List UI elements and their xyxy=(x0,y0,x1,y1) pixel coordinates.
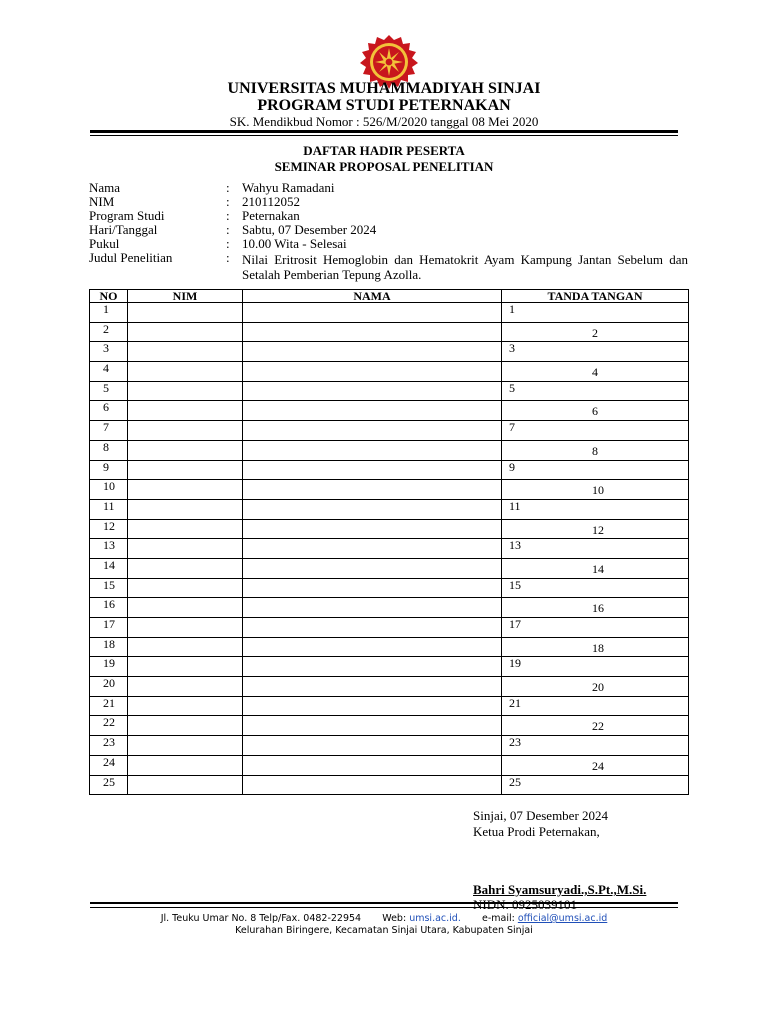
nim-cell[interactable] xyxy=(128,618,243,638)
signature-cell[interactable]: 19 xyxy=(502,657,689,677)
info-colon: : xyxy=(226,250,230,265)
table-row xyxy=(90,598,689,618)
signature-cell[interactable]: 3 xyxy=(502,342,689,362)
row-number-cell: 7 xyxy=(90,421,128,441)
nim-cell[interactable] xyxy=(128,342,243,362)
table-row xyxy=(90,736,689,756)
signature-cell[interactable]: 11 xyxy=(502,499,689,519)
table-row xyxy=(90,696,689,716)
nama-cell[interactable] xyxy=(243,657,502,677)
nama-cell[interactable] xyxy=(243,460,502,480)
nama-cell[interactable] xyxy=(243,519,502,539)
nim-cell[interactable] xyxy=(128,460,243,480)
nama-cell[interactable] xyxy=(243,362,502,382)
program-name: PROGRAM STUDI PETERNAKAN xyxy=(257,97,511,114)
row-number-cell: 10 xyxy=(90,480,128,500)
signature-cell[interactable]: 20 xyxy=(502,677,689,697)
table-row xyxy=(90,303,689,323)
table-row xyxy=(90,322,689,342)
signature-cell[interactable]: 8 xyxy=(502,440,689,460)
nim-cell[interactable] xyxy=(128,381,243,401)
row-number-cell: 25 xyxy=(90,775,128,795)
nim-cell[interactable] xyxy=(128,598,243,618)
info-row-pukul xyxy=(89,237,689,251)
nama-cell[interactable] xyxy=(243,637,502,657)
nama-cell[interactable] xyxy=(243,696,502,716)
table-row xyxy=(90,558,689,578)
info-label: Nama xyxy=(89,180,121,195)
signer-name: Bahri Syamsuryadi.,S.Pt.,M.Si. xyxy=(473,882,647,897)
table-row xyxy=(90,618,689,638)
nama-cell[interactable] xyxy=(243,499,502,519)
info-value: Sabtu, 07 Desember 2024 xyxy=(242,222,377,237)
university-name: UNIVERSITAS MUHAMMADIYAH SINJAI xyxy=(227,80,541,97)
nama-cell[interactable] xyxy=(243,598,502,618)
row-number-cell: 23 xyxy=(90,736,128,756)
footer-location: Kelurahan Biringere, Kecamatan Sinjai Utara, Kabupaten Sinjai xyxy=(235,925,533,936)
header-divider-thin xyxy=(90,135,678,136)
table-row xyxy=(90,421,689,441)
signature-cell[interactable]: 2 xyxy=(502,322,689,342)
footer-email-label: e-mail: xyxy=(481,913,515,924)
nama-cell[interactable] xyxy=(243,421,502,441)
info-label: Judul Penelitian xyxy=(89,250,173,265)
header-divider-thick xyxy=(90,130,678,133)
nim-cell[interactable] xyxy=(128,578,243,598)
info-colon: : xyxy=(226,208,230,223)
table-row xyxy=(90,755,689,775)
table-row xyxy=(90,342,689,362)
table-row xyxy=(90,460,689,480)
info-label: NIM xyxy=(89,194,115,209)
row-number-cell: 2 xyxy=(90,322,128,342)
row-number-cell: 15 xyxy=(90,578,128,598)
nama-cell[interactable] xyxy=(243,716,502,736)
column-header-nim: NIM xyxy=(128,290,243,303)
table-row xyxy=(90,362,689,382)
row-number-cell: 18 xyxy=(90,637,128,657)
info-row-nama xyxy=(89,181,689,195)
nim-cell[interactable] xyxy=(128,637,243,657)
info-row-judul xyxy=(89,251,689,281)
table-row xyxy=(90,677,689,697)
row-number-cell: 5 xyxy=(90,381,128,401)
signature-cell[interactable]: 23 xyxy=(502,736,689,756)
document-subtitle: SEMINAR PROPOSAL PENELITIAN xyxy=(274,159,494,174)
nim-cell[interactable] xyxy=(128,421,243,441)
nim-cell[interactable] xyxy=(128,657,243,677)
signature-cell[interactable]: 6 xyxy=(502,401,689,421)
signature-cell[interactable]: 4 xyxy=(502,362,689,382)
info-colon: : xyxy=(226,236,230,251)
signature-cell[interactable]: 5 xyxy=(502,381,689,401)
document-title: DAFTAR HADIR PESERTA xyxy=(303,143,465,158)
nim-cell[interactable] xyxy=(128,539,243,559)
footer-contact xyxy=(0,913,768,924)
info-value: Nilai Eritrosit Hemoglobin dan Hematokrit Ayam Kampung Jantan Sebelum dan Setalah Pemberian Tepung Azolla. xyxy=(242,252,688,282)
nama-cell[interactable] xyxy=(243,342,502,362)
nim-cell[interactable] xyxy=(128,480,243,500)
nama-cell[interactable] xyxy=(243,618,502,638)
signature-cell[interactable]: 22 xyxy=(502,716,689,736)
info-label: Hari/Tanggal xyxy=(89,222,158,237)
participant-info xyxy=(89,181,689,281)
row-number-cell: 12 xyxy=(90,519,128,539)
nim-cell[interactable] xyxy=(128,677,243,697)
footer-divider-thin xyxy=(90,907,678,908)
row-number-cell: 19 xyxy=(90,657,128,677)
footer-divider-thick xyxy=(90,902,678,904)
signature-cell[interactable]: 7 xyxy=(502,421,689,441)
info-value: 210112052 xyxy=(242,194,301,209)
nama-cell[interactable] xyxy=(243,677,502,697)
decree-line: SK. Mendikbud Nomor : 526/M/2020 tanggal 08 Mei 2020 xyxy=(229,114,539,129)
nim-cell[interactable] xyxy=(128,755,243,775)
nama-cell[interactable] xyxy=(243,775,502,795)
row-number-cell: 1 xyxy=(90,303,128,323)
nama-cell[interactable] xyxy=(243,736,502,756)
footer-web-link[interactable]: umsi.ac.id. xyxy=(409,913,461,924)
info-colon: : xyxy=(226,180,230,195)
table-row xyxy=(90,480,689,500)
row-number-cell: 21 xyxy=(90,696,128,716)
row-number-cell: 9 xyxy=(90,460,128,480)
table-row xyxy=(90,657,689,677)
nim-cell[interactable] xyxy=(128,696,243,716)
signature-cell[interactable]: 16 xyxy=(502,598,689,618)
footer-email-link[interactable]: official@umsi.ac.id xyxy=(517,913,608,924)
table-row xyxy=(90,637,689,657)
table-row xyxy=(90,716,689,736)
signature-cell[interactable]: 24 xyxy=(502,755,689,775)
table-row xyxy=(90,499,689,519)
signature-cell[interactable]: 18 xyxy=(502,637,689,657)
nama-cell[interactable] xyxy=(243,322,502,342)
table-row xyxy=(90,539,689,559)
row-number-cell: 4 xyxy=(90,362,128,382)
footer-address: Jl. Teuku Umar No. 8 Telp/Fax. 0482-22954 xyxy=(160,913,362,924)
row-number-cell: 11 xyxy=(90,499,128,519)
nim-cell[interactable] xyxy=(128,558,243,578)
table-row xyxy=(90,381,689,401)
info-value: 10.00 Wita - Selesai xyxy=(242,236,347,251)
nim-cell[interactable] xyxy=(128,519,243,539)
row-number-cell: 20 xyxy=(90,677,128,697)
row-number-cell: 8 xyxy=(90,440,128,460)
info-value: Peternakan xyxy=(242,208,300,223)
table-row xyxy=(90,401,689,421)
row-number-cell: 17 xyxy=(90,618,128,638)
info-label: Program Studi xyxy=(89,208,165,223)
nama-cell[interactable] xyxy=(243,558,502,578)
nim-cell[interactable] xyxy=(128,775,243,795)
row-number-cell: 3 xyxy=(90,342,128,362)
footer-web-label: Web: xyxy=(382,913,407,924)
signer-nidn: NIDN. 0925039101 xyxy=(473,897,577,912)
nama-cell[interactable] xyxy=(243,755,502,775)
row-number-cell: 13 xyxy=(90,539,128,559)
nama-cell[interactable] xyxy=(243,381,502,401)
nim-cell[interactable] xyxy=(128,322,243,342)
nama-cell[interactable] xyxy=(243,480,502,500)
info-value: Wahyu Ramadani xyxy=(242,180,335,195)
nama-cell[interactable] xyxy=(243,401,502,421)
table-header-row xyxy=(90,290,689,303)
row-number-cell: 6 xyxy=(90,401,128,421)
signature-cell[interactable]: 17 xyxy=(502,618,689,638)
row-number-cell: 16 xyxy=(90,598,128,618)
column-header-no: NO xyxy=(90,290,128,303)
row-number-cell: 24 xyxy=(90,755,128,775)
place-date: Sinjai, 07 Desember 2024 xyxy=(473,808,609,823)
attendance-table xyxy=(89,289,689,795)
nim-cell[interactable] xyxy=(128,440,243,460)
table-row xyxy=(90,578,689,598)
signature-cell[interactable]: 21 xyxy=(502,696,689,716)
nim-cell[interactable] xyxy=(128,362,243,382)
column-header-signature: TANDA TANGAN xyxy=(502,290,689,303)
nim-cell[interactable] xyxy=(128,716,243,736)
nim-cell[interactable] xyxy=(128,303,243,323)
nama-cell[interactable] xyxy=(243,578,502,598)
info-colon: : xyxy=(226,222,230,237)
signature-cell[interactable]: 15 xyxy=(502,578,689,598)
nama-cell[interactable] xyxy=(243,440,502,460)
row-number-cell: 14 xyxy=(90,558,128,578)
nama-cell[interactable] xyxy=(243,303,502,323)
nama-cell[interactable] xyxy=(243,539,502,559)
signature-cell[interactable]: 10 xyxy=(502,480,689,500)
info-row-tanggal xyxy=(89,223,689,237)
signature-cell[interactable]: 9 xyxy=(502,460,689,480)
info-colon: : xyxy=(226,194,230,209)
signer-position: Ketua Prodi Peternakan, xyxy=(473,824,600,839)
nim-cell[interactable] xyxy=(128,736,243,756)
table-row xyxy=(90,775,689,795)
attendance-rows xyxy=(90,303,689,795)
column-header-nama: NAMA xyxy=(243,290,502,303)
signature-cell[interactable]: 1 xyxy=(502,303,689,323)
signature-cell[interactable]: 25 xyxy=(502,775,689,795)
table-row xyxy=(90,440,689,460)
signature-cell[interactable]: 12 xyxy=(502,519,689,539)
row-number-cell: 22 xyxy=(90,716,128,736)
table-row xyxy=(90,519,689,539)
info-row-prodi xyxy=(89,209,689,223)
signature-cell[interactable]: 13 xyxy=(502,539,689,559)
signature-cell[interactable]: 14 xyxy=(502,558,689,578)
nim-cell[interactable] xyxy=(128,499,243,519)
info-label: Pukul xyxy=(89,236,120,251)
nim-cell[interactable] xyxy=(128,401,243,421)
info-row-nim xyxy=(89,195,689,209)
